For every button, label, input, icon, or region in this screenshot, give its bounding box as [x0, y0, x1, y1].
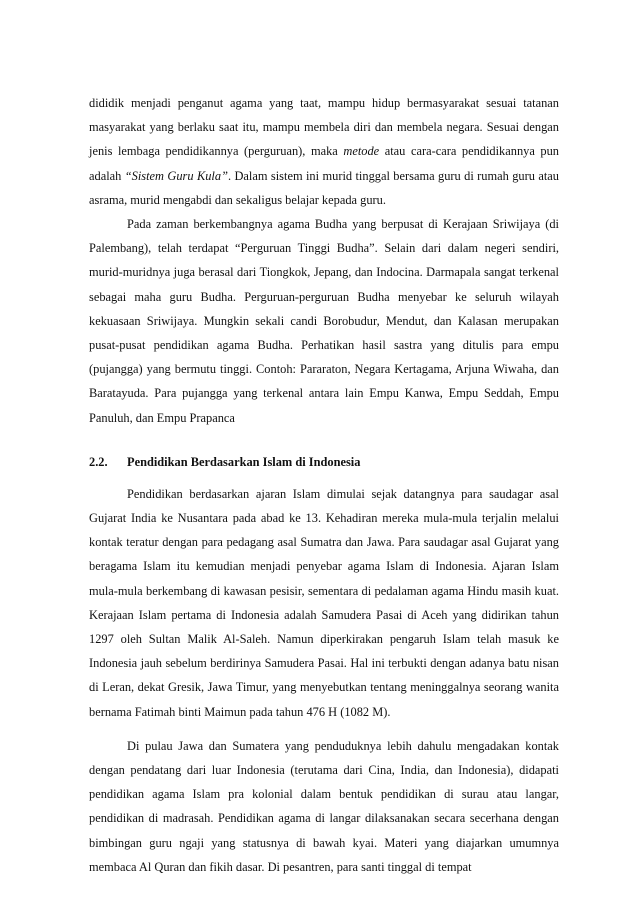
italic-term-metode: metode — [343, 144, 380, 159]
paragraph-islam-jawa-sumatera: Di pulau Jawa dan Sumatera yang penduduknya lebih dahulu mengadakan kontak dengan pendatang dari luar Indonesia (terutama dari Cina, India, dan Indonesia), didapati pendidikan agama Islam pra kolonial dalam bentuk pendidikan di surau atau langar, pendidikan di madrasah. Pendidikan agama di langar dilaksanakan secara secerhana dengan bimbingan guru ngaji yang statusnya di bawah kyai. Materi yang diajarkan umumnya membaca Al Quran dan fikih dasar. Di pesantren, para santi tinggal di tempat — [89, 738, 559, 874]
section-title: Pendidikan Berdasarkan Islam di Indonesia — [127, 454, 361, 469]
paragraph-budha: Pada zaman berkembangnya agama Budha yang berpusat di Kerajaan Sriwijaya (di Palembang), telah terdapat “Perguruan Tinggi Budha”. Selain dari dalam negeri sendiri, murid-muridnya juga berasal dari Tiongkok, Jepang, dan Indocina. Darmapala sangat terkenal sebagai maha guru Budha. Perguruan-perguruan Budha menyebar ke seluruh wilayah kekuasaan Sriwijaya. Mungkin sekali candi Borobudur, Mendut, dan Kalasan merupakan pusat-pusat pendidikan agama Budha. Perhatikan hasil sastra yang ditulis para empu (pujangga) yang bermutu tinggi. Contoh: Pararaton, Negara Kertagama, Arjuna Wiwaha, dan Baratayuda. Para pujangga yang terkenal antara lain Empu Kanwa, Empu Seddah, Empu Panuluh, dan Empu Prapanca — [89, 217, 559, 425]
paragraph-text: . Dalam sistem ini murid tinggal bersama guru di rumah guru atau asrama, murid mengabdi dan sekaligus belajar kepada guru. — [89, 168, 559, 207]
paragraph-islam-gujarat: Pendidikan berdasarkan ajaran Islam dimulai sejak datangnya para saudagar asal Gujarat India ke Nusantara pada abad ke 13. Kehadiran mereka mula-mula terjalin melalui kontak teratur dengan para pedagang asal Sumatra dan Jawa. Para saudagar asal Gujarat yang beragama Islam itu kemudian menjadi penyebar agama Islam di Indonesia. Ajaran Islam mula-mula berkembang di kawasan pesisir, sementara di pedalaman agama Hindu masih kuat. Kerajaan Islam pertama di Indonesia adalah Samudera Pasai di Aceh yang didirikan tahun 1297 oleh Sultan Malik Al-Saleh. Namun diperkirakan pengaruh Islam telah masuk ke Indonesia jauh sebelum berdirinya Samudera Pasai. Hal ini terbukti dengan adanya batu nisan di Leran, dekat Gresik, Jawa Timur, yang menyebutkan tentang meninggalnya seorang wanita bernama Fatimah binti Maimun pada tahun 476 H (1082 M). — [89, 486, 559, 719]
page-content — [89, 91, 559, 879]
paragraph-text: atau cara-cara pendidikannya pun adalah — [89, 144, 559, 183]
italic-term-sistem-guru-kula: “Sistem Guru Kula” — [124, 168, 228, 183]
section-heading — [89, 450, 559, 474]
paragraph-text: dididik menjadi penganut agama yang taat, mampu hidup bermasyarakat sesuai tatanan masyarakat yang berlaku saat itu, mampu membela diri dan membela negara. Sesuai dengan jenis lembaga pendidikannya (perguruan), maka — [89, 96, 559, 159]
section-number: 2.2. — [89, 454, 108, 469]
paragraph-guru-kula — [89, 91, 559, 212]
